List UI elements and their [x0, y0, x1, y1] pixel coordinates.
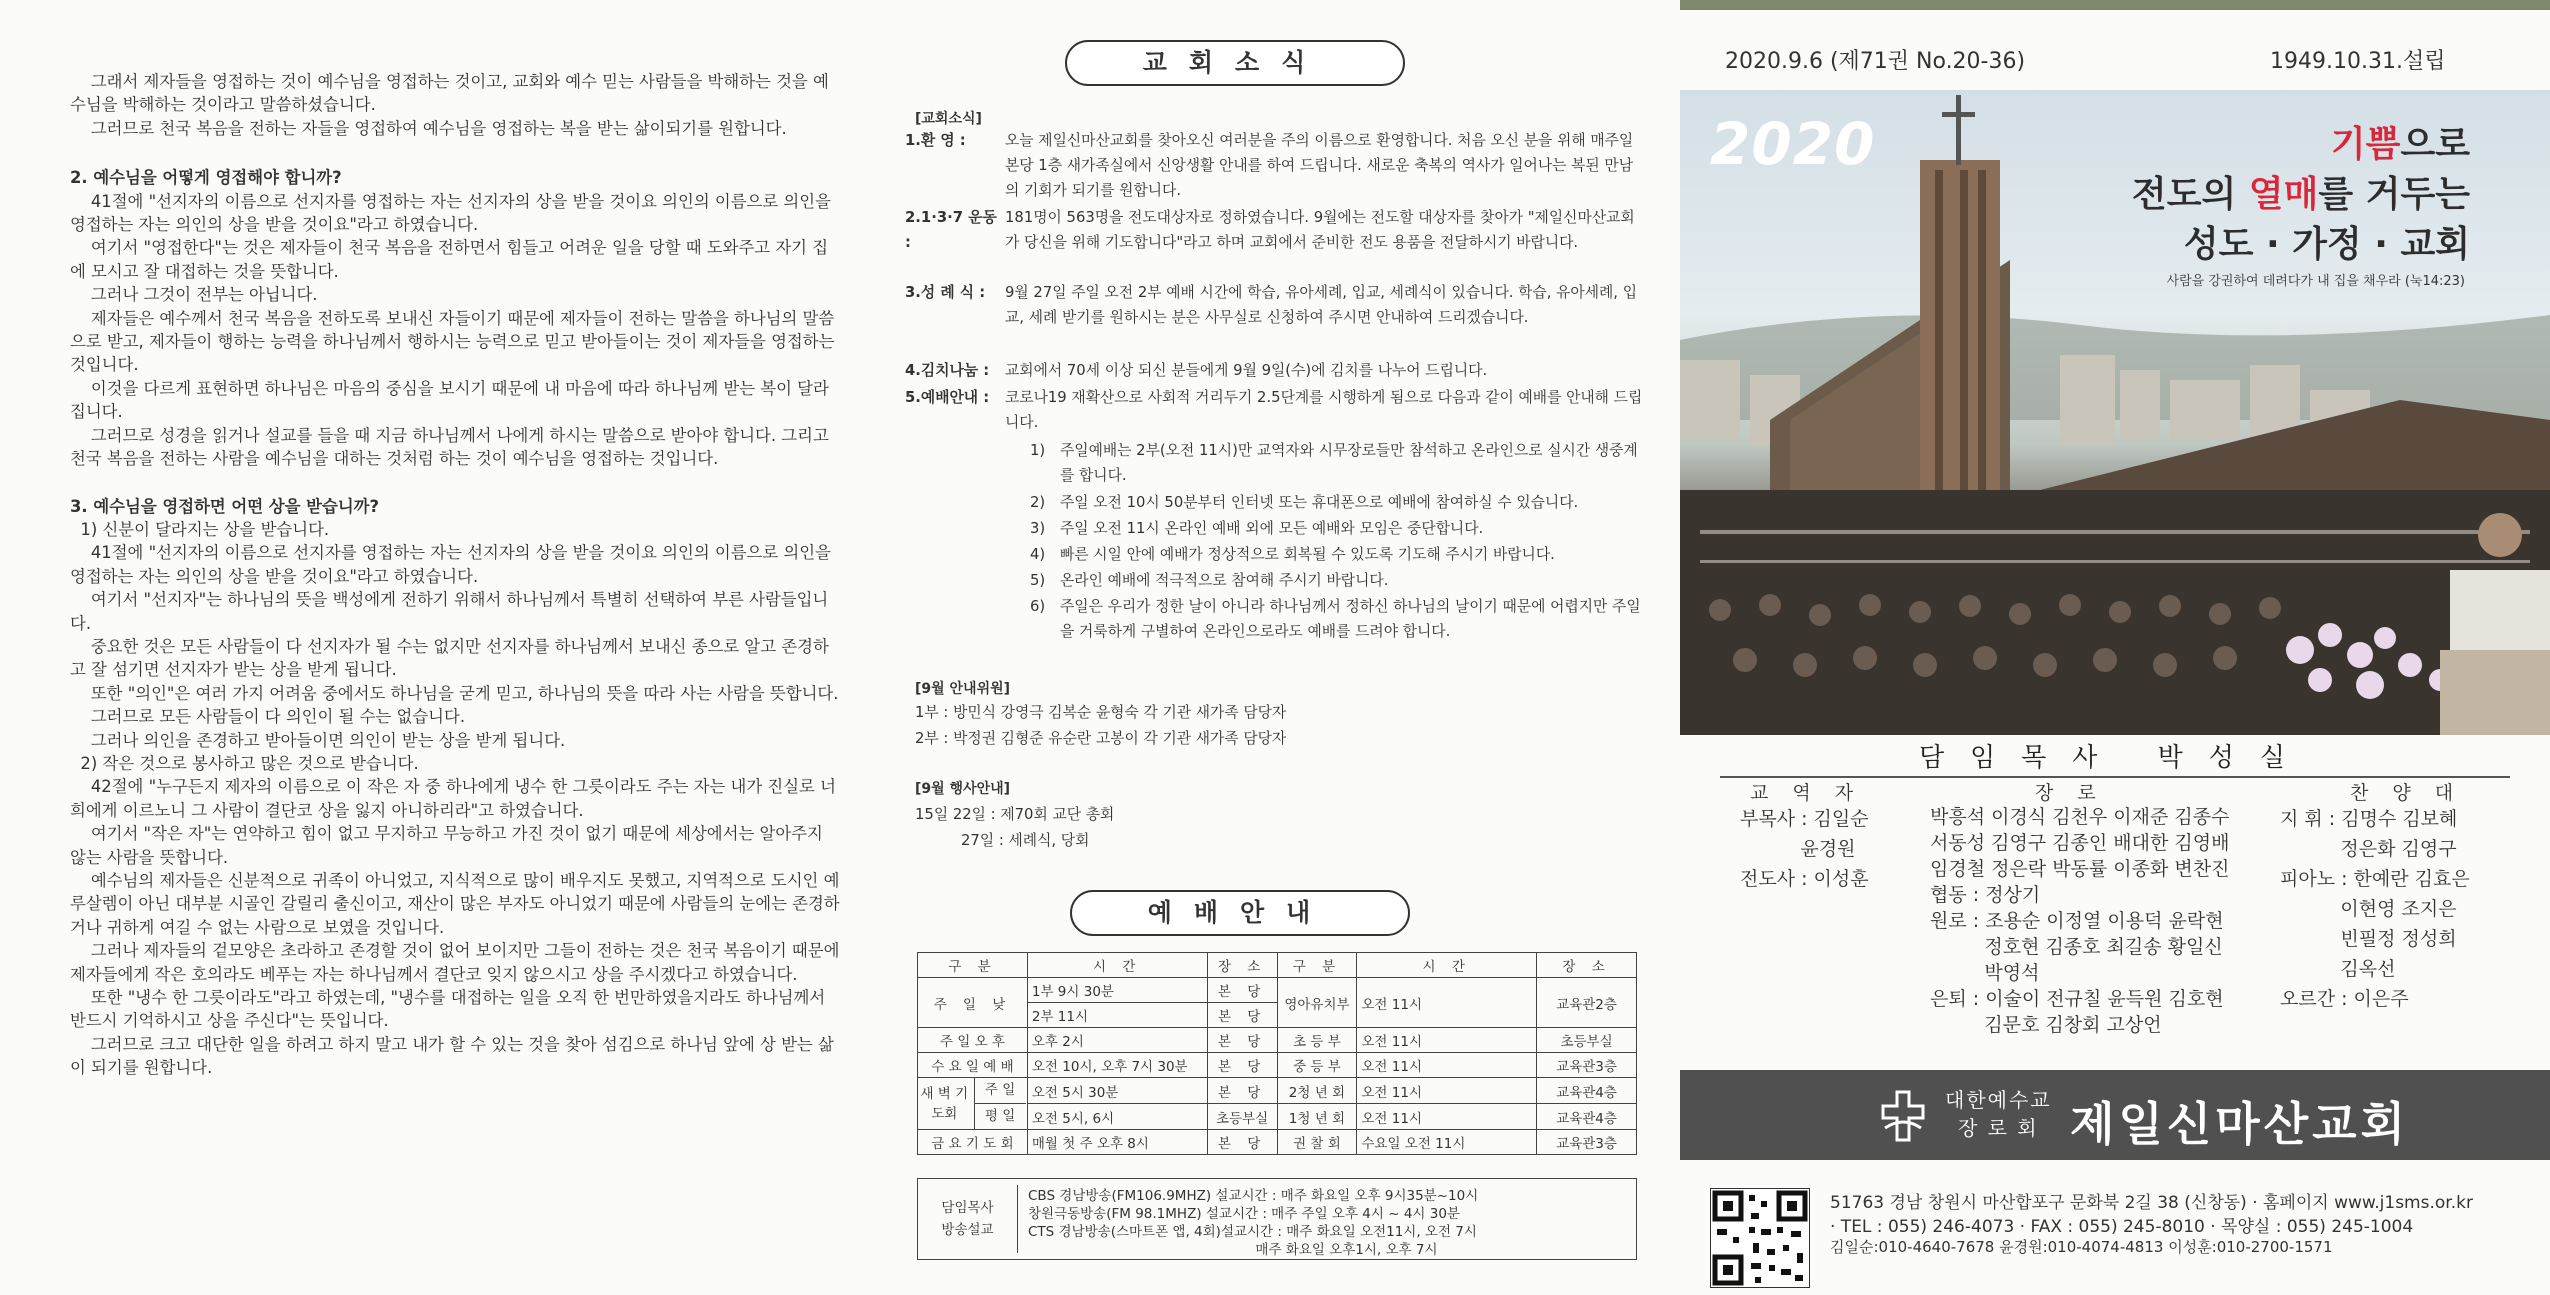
sermon-paragraph: 그러므로 천국 복음을 전하는 자들을 영접하여 예수님을 영접하는 복을 받는 삶이되기를 원합니다.: [70, 118, 787, 138]
events-label: [9월 행사안내]: [915, 781, 1011, 797]
table-cell: 주 일 오 후: [918, 1028, 1028, 1053]
table-cell: [918, 1078, 1028, 1130]
news-sub-item: [1030, 438, 1645, 488]
sermon-paragraph: 또한 "의인"은 여러 가지 어려움 중에서도 하나님을 굳게 믿고, 하나님의 뜻을 따라 사는 사람을 뜻합니다.: [70, 683, 839, 703]
issue-date: 2020.9.6 (제71권 No.20-36): [1725, 49, 2026, 74]
slogan: [2132, 120, 2470, 270]
slogan-text: 를 거두는: [2318, 174, 2470, 215]
news-sub-num: 6): [1030, 598, 1046, 615]
table-cell: 2부 11시: [1027, 1003, 1207, 1028]
section-3-heading: 3. 예수님을 영접하면 어떤 상을 받습니까?: [70, 496, 380, 516]
table-cell: 본 당: [1207, 1053, 1277, 1078]
table-header: 시 간: [1027, 953, 1207, 978]
table-cell: 권 찰 회: [1277, 1130, 1357, 1155]
table-row: [918, 978, 1637, 1003]
slogan-accent: 열매: [2248, 174, 2319, 215]
table-cell: 오전 5시, 6시: [1027, 1104, 1207, 1130]
news-sub-item: [1030, 516, 1645, 541]
table-cell: 오전 11시: [1357, 1078, 1537, 1104]
sermon-paragraph: 42절에 "누구든지 제자의 이름으로 이 작은 자 중 하나에게 냉수 한 그릇이라도 주는 자는 내가 진실로 너희에게 이르노니 그 사람이 결단코 상을 잃지 아니하리라"고 하였습니다.: [70, 777, 836, 820]
table-cell: 교육관4층: [1537, 1078, 1637, 1104]
sermon-paragraph: 그러나 제자들의 겉모양은 초라하고 존경할 것이 없어 보이지만 그들이 전하는 것은 천국 복음이기 때문에 제자들에게 작은 호의라도 베푸는 자는 하나님께서 결단코 잊지 않으시고 상을 주시겠다고 하였습니다.: [70, 941, 845, 984]
news-sub-item: [1030, 542, 1645, 567]
sermon-paragraph: 그러나 그것이 전부는 아닙니다.: [70, 285, 318, 305]
table-cell: 오전 11시: [1357, 978, 1537, 1028]
qr-code: [1710, 1188, 1810, 1288]
news-sub-num: 2): [1030, 494, 1046, 511]
table-header: 구 분: [918, 953, 1028, 978]
table-header: 장 소: [1207, 953, 1277, 978]
table-cell: 교육관2층: [1537, 978, 1637, 1028]
cover-panel: [1680, 0, 2550, 1295]
table-cell: 오전 5시 30분: [1027, 1078, 1207, 1104]
event-line: 15일 22일 : 제70회 교단 총회: [915, 806, 1115, 823]
table-cell: 교육관3층: [1537, 1053, 1637, 1078]
sermon-paragraph: 41절에 "선지자의 이름으로 선지자를 영접하는 자는 선지자의 상을 받을 것이요 의인의 이름으로 의인을 영접하는 자는 의인의 상을 받을 것이요"라고 하였습니다.: [70, 543, 837, 586]
slogan-accent: 기쁨: [2330, 124, 2401, 165]
news-sub-num: 3): [1030, 520, 1046, 537]
dawn-label: 새 벽 기도회: [920, 1085, 969, 1122]
news-panel: [905, 30, 1645, 1270]
news-item: [905, 358, 1645, 383]
table-cell: 1부 9시 30분: [1027, 978, 1207, 1003]
news-sub-label: [교회소식]: [915, 111, 982, 127]
broadcast-box: [917, 1178, 1637, 1260]
column-heading-clergy: 교역자: [1750, 782, 1878, 804]
news-sub-num: 4): [1030, 546, 1046, 563]
sermon-paragraph: 41절에 "선지자의 이름으로 선지자를 영접하는 자는 선지자의 상을 받을 것이요 의인의 이름으로 의인을 영접하는 자는 의인의 상을 받을 것이요"라고 하였습니다.: [70, 191, 837, 235]
year-title: 2020: [1710, 110, 1876, 178]
church-phones: · TEL : 055) 246-4073 · FAX : 055) 245-8010 · 목양실 : 055) 245-1004: [1830, 1217, 2414, 1237]
news-item-label: 2.1·3·7 운동 :: [905, 209, 997, 251]
table-row: [918, 1130, 1637, 1155]
sermon-paragraph: 그러므로 크고 대단한 일을 하려고 하지 말고 내가 할 수 있는 것을 찾아 섬김으로 하나님 앞에 상 받는 삶이 되기를 원합니다.: [70, 1034, 834, 1078]
news-sub-num: 5): [1030, 572, 1046, 589]
dawn-sub-label: 주 일: [975, 1078, 1026, 1104]
news-sub-text: 온라인 예배에 적극적으로 참여해 주시기 바랍니다.: [1060, 572, 1389, 589]
sermon-paragraph: 중요한 것은 모든 사람들이 다 선지자가 될 수는 없지만 선지자를 하나님께서 보내신 종으로 알고 존경하고 잘 섬기면 선지자가 받는 상을 받게 됩니다.: [70, 636, 829, 680]
news-item: [905, 128, 1645, 203]
table-header: 구 분: [1277, 953, 1357, 978]
guide-line: 1부 : 방민식 강영극 김복순 윤형숙 각 기관 새가족 담당자: [915, 704, 1287, 721]
choir-list: 지 휘 : 김명수 김보혜 정은화 김영구 피아노 : 한예란 김효은 이현영 조지은 빈필정 정성희 김옥선 오르간 : 이은주: [2280, 808, 2470, 1010]
news-item-text: 코로나19 재확산으로 사회적 거리두기 2.5단계를 시행하게 됨으로 다음과 같이 예배를 안내해 드립니다.: [1005, 389, 1643, 431]
news-item-text: 교회에서 70세 이상 되신 분들에게 9월 9일(수)에 김치를 나누어 드립니다.: [1005, 362, 1488, 379]
table-cell: 본 당: [1207, 1078, 1277, 1104]
sermon-panel: [70, 70, 845, 1260]
table-cell: 본 당: [1207, 1028, 1277, 1053]
news-sub-text: 주일예배는 2부(오전 11시)만 교역자와 시무장로들만 참석하고 온라인으로 실시간 생중계를 합니다.: [1060, 442, 1638, 484]
sermon-paragraph: 그러므로 성경을 읽거나 설교를 들을 때 지금 하나님께서 나에게 하시는 말씀으로 받아야 합니다. 그리고 천국 복음을 전하는 사람을 예수님을 대하는 것처럼 하는 것이 예수님을 영접하는 것입니다.: [70, 425, 835, 469]
scripture-verse: 사람을 강권하여 데려다가 내 집을 채우라 (눅14:23): [2166, 274, 2465, 289]
table-cell: 수 요 일 예 배: [918, 1053, 1028, 1078]
table-cell: 2청 년 회: [1277, 1078, 1357, 1104]
event-line: 27일 : 세례식, 당회: [961, 832, 1090, 849]
table-cell: 금 요 기 도 회: [918, 1130, 1028, 1155]
slogan-text: 전도의: [2131, 174, 2249, 215]
table-row: [918, 1078, 1637, 1104]
news-sub-text: 주일 오전 10시 50분부터 인터넷 또는 휴대폰으로 예배에 참여하실 수 있습니다.: [1060, 494, 1579, 511]
table-cell: 교육관4층: [1537, 1104, 1637, 1130]
news-item-label: 1.환 영 :: [905, 132, 966, 149]
slogan-line-3: 성도 · 가정 · 교회: [2183, 224, 2470, 265]
pastor-title: 담임목사 박성실: [1720, 738, 2510, 778]
table-cell: 오전 10시, 오후 7시 30분: [1027, 1053, 1207, 1078]
news-section-title: 교회소식: [1065, 40, 1405, 86]
news-sub-text: 주일은 우리가 정한 날이 아니라 하나님께서 정하신 하나님의 날이기 때문에 어렵지만 주일을 거룩하게 구별하여 온라인으로라도 예배를 드려야 합니다.: [1060, 598, 1641, 640]
news-item-text: 181명이 563명을 전도대상자로 정하였습니다. 9월에는 전도할 대상자를 찾아가 "제일신마산교회가 당신을 위해 기도합니다"라고 하며 교회에서 준비한 전도 용품을 전달하시기 바랍니다.: [1005, 209, 1635, 251]
news-sub-item: [1030, 568, 1645, 593]
table-row: [918, 1053, 1637, 1078]
table-cell: 중 등 부: [1277, 1053, 1357, 1078]
news-sub-item: [1030, 594, 1645, 644]
table-cell: 본 당: [1207, 1003, 1277, 1028]
news-sub-text: 주일 오전 11시 온라인 예배 외에 모든 예배와 모임은 중단합니다.: [1060, 520, 1484, 537]
worship-table: [917, 952, 1637, 1155]
table-cell: 초등부실: [1537, 1028, 1637, 1053]
news-item-label: 5.예배안내 :: [905, 389, 990, 406]
table-cell: 매월 첫 주 오후 8시: [1027, 1130, 1207, 1155]
sermon-paragraph: 제자들은 예수께서 천국 복음을 전하도록 보내신 자들이기 때문에 제자들이 전하는 말씀을 하나님의 말씀으로 받고, 제자들이 행하는 능력을 하나님께서 행하시는 능력으로 믿고 받아들이는 것이 제자들을 영접하는 것입니다.: [70, 308, 840, 375]
founded-date: 1949.10.31.설립: [2270, 49, 2446, 74]
table-cell: 오전 11시: [1357, 1053, 1537, 1078]
worship-section-title: 예배안내: [1070, 890, 1410, 936]
table-cell: 교육관3층: [1537, 1130, 1637, 1155]
table-cell: 본 당: [1207, 978, 1277, 1003]
news-item-label: 4.김치나눔 :: [905, 362, 990, 379]
table-cell: 영아유치부: [1277, 978, 1357, 1028]
sermon-paragraph: 또한 "냉수 한 그릇이라도"라고 하였는데, "냉수를 대접하는 일을 오직 한 번만하였을지라도 하나님께서 반드시 기억하시고 상을 주신다"는 뜻입니다.: [70, 988, 831, 1031]
sermon-paragraph: 여기서 "선지자"는 하나님의 뜻을 백성에게 전하기 위해서 하나님께서 특별히 선택하여 부른 사람들입니다.: [70, 590, 829, 633]
table-cell: 초등부실: [1207, 1104, 1277, 1130]
table-cell: 초 등 부: [1277, 1028, 1357, 1053]
dawn-sub-label: 평 일: [984, 1108, 1016, 1124]
sermon-paragraph: 여기서 "작은 자"는 연약하고 힘이 없고 무지하고 무능하고 가진 것이 없기 때문에 세상에서는 알아주지 않는 사람을 뜻합니다.: [70, 824, 829, 867]
news-item: [905, 205, 1645, 255]
table-cell: 수요일 오전 11시: [1357, 1130, 1537, 1155]
column-heading-choir: 찬양대: [2350, 782, 2478, 804]
table-cell: 1청 년 회: [1277, 1104, 1357, 1130]
sermon-paragraph: 그러나 의인을 존경하고 받아들이면 의인이 받는 상을 받게 됩니다.: [70, 730, 566, 750]
table-row: [918, 1028, 1637, 1053]
denomination: 대한예수교 장 로 회: [1945, 1088, 2052, 1140]
section-2-heading: 2. 예수님을 어떻게 영접해야 합니까?: [70, 168, 342, 188]
church-address: 51763 경남 창원시 마산합포구 문화북 2길 38 (신창동) · 홈페이지 www.j1sms.or.kr: [1830, 1193, 2473, 1213]
news-item-label: 3.성 례 식 :: [905, 284, 986, 301]
news-item: [905, 280, 1645, 330]
broadcast-label: 담임목사 방송설교: [918, 1185, 1018, 1253]
guide-label: [9월 안내위원]: [915, 681, 1011, 697]
sermon-paragraph: 이것을 다르게 표현하면 하나님은 마음의 중심을 보시기 때문에 내 마음에 따라 하나님께 받는 복이 달라집니다.: [70, 378, 829, 422]
slogan-text: 으로: [2400, 124, 2470, 165]
news-item: [905, 385, 1645, 435]
sermon-paragraph: 그러므로 모든 사람들이 다 의인이 될 수는 없습니다.: [70, 707, 466, 727]
table-cell: 주 일 낮: [918, 978, 1028, 1028]
table-cell: 오전 11시: [1357, 1104, 1537, 1130]
column-heading-elders: 장로: [2035, 782, 2120, 804]
table-header-row: [918, 953, 1637, 978]
elders-list: 박흥석 이경식 김천우 이재준 김종수 서동성 김영구 김종인 배대한 김영배 임경철 정은락 박동률 이종화 변찬진 협동 : 정상기 원로 : 조용순 이정열 이용덕 윤락현 정호현 김종호 최길송 황일신 박영석 은퇴 : 이술이 전규칠 윤득원 김호현 김문호 김창회 고상언: [1930, 806, 2230, 1036]
sermon-paragraph: 예수님의 제자들은 신분적으로 귀족이 아니었고, 지식적으로 많이 배우지도 못했고, 지역적으로 도시인 예루살렘이 아닌 대부분 시골인 갈릴리 출신이고, 재산이 많은 부자도 아니었기 때문에 사람들의 눈에는 존경하거나 귀하게 여길 수 없는 사람으로 보였을 것입니다.: [70, 871, 840, 937]
sermon-paragraph: 여기서 "영접한다"는 것은 제자들이 천국 복음을 전하면서 힘들고 어려운 일을 당할 때 도와주고 자기 집에 모시고 잘 대접하는 것을 뜻합니다.: [70, 238, 829, 281]
news-sub-text: 빠른 시일 안에 예배가 정상적으로 회복될 수 있도록 기도해 주시기 바랍니다.: [1060, 546, 1555, 563]
table-cell: 오전 11시: [1357, 1028, 1537, 1053]
guide-line: 2부 : 박정권 김형준 유순란 고봉이 각 기관 새가족 담당자: [915, 730, 1287, 747]
sermon-paragraph: 1) 신분이 달라지는 상을 받습니다.: [70, 519, 330, 539]
church-logo-icon: [1875, 1088, 1931, 1144]
slogan-line-2: [2132, 170, 2470, 220]
sermon-paragraph: 2) 작은 것으로 봉사하고 많은 것으로 받습니다.: [70, 753, 419, 773]
church-banner: [1680, 1070, 2550, 1160]
church-name: 제일신마산교회: [2070, 1097, 2410, 1151]
top-rule: [1680, 0, 2550, 10]
sermon-paragraph: 그래서 제자들을 영접하는 것이 예수님을 영접하는 것이고, 교회와 예수 믿는 사람들을 박해하는 것을 예수님을 박해하는 것이라고 말씀하셨습니다.: [70, 72, 829, 115]
news-sub-num: 1): [1030, 442, 1046, 459]
clergy-list: 부목사 : 김일순 윤경원 전도사 : 이성훈: [1740, 808, 1869, 890]
news-item-text: 9월 27일 주일 오전 2부 예배 시간에 학습, 유아세례, 입교, 세례식이 있습니다. 학습, 유아세례, 입교, 세례 받기를 원하시는 분은 사무실로 신청하여 주시면 안내하여 드리겠습니다.: [1005, 284, 1638, 326]
table-header: 장 소: [1537, 953, 1637, 978]
table-cell: 오후 2시: [1027, 1028, 1207, 1053]
table-cell: 본 당: [1207, 1130, 1277, 1155]
broadcast-text: CBS 경남방송(FM106.9MHZ) 설교시간 : 매주 화요일 오후 9시35분~10시 창원극동방송(FM 98.1MHZ) 설교시간 : 매주 주일 오후 4시 ~ 4시 30분 CTS 경남방송(스마트폰 앱, 4회)설교시간 : 매주 화요일 오전11시, 오전 7시 매주 화요일 오후1시, 오후 7시: [1028, 1188, 1479, 1258]
table-header: 시 간: [1357, 953, 1537, 978]
church-photo: [1680, 90, 2550, 735]
news-sub-item: [1030, 490, 1645, 515]
staff-mobiles: 김일순:010-4640-7678 윤경원:010-4074-4813 이성훈:010-2700-1571: [1830, 1238, 2333, 1256]
news-item-text: 오늘 제일신마산교회를 찾아오신 여러분을 주의 이름으로 환영합니다. 처음 오신 분을 위해 매주일 본당 1층 새가족실에서 신앙생활 안내를 하여 드립니다. 새로운 축복의 역사가 일어나는 복된 만남의 기회가 되기를 원합니다.: [1005, 132, 1638, 199]
slogan-line-1: [2132, 120, 2470, 170]
